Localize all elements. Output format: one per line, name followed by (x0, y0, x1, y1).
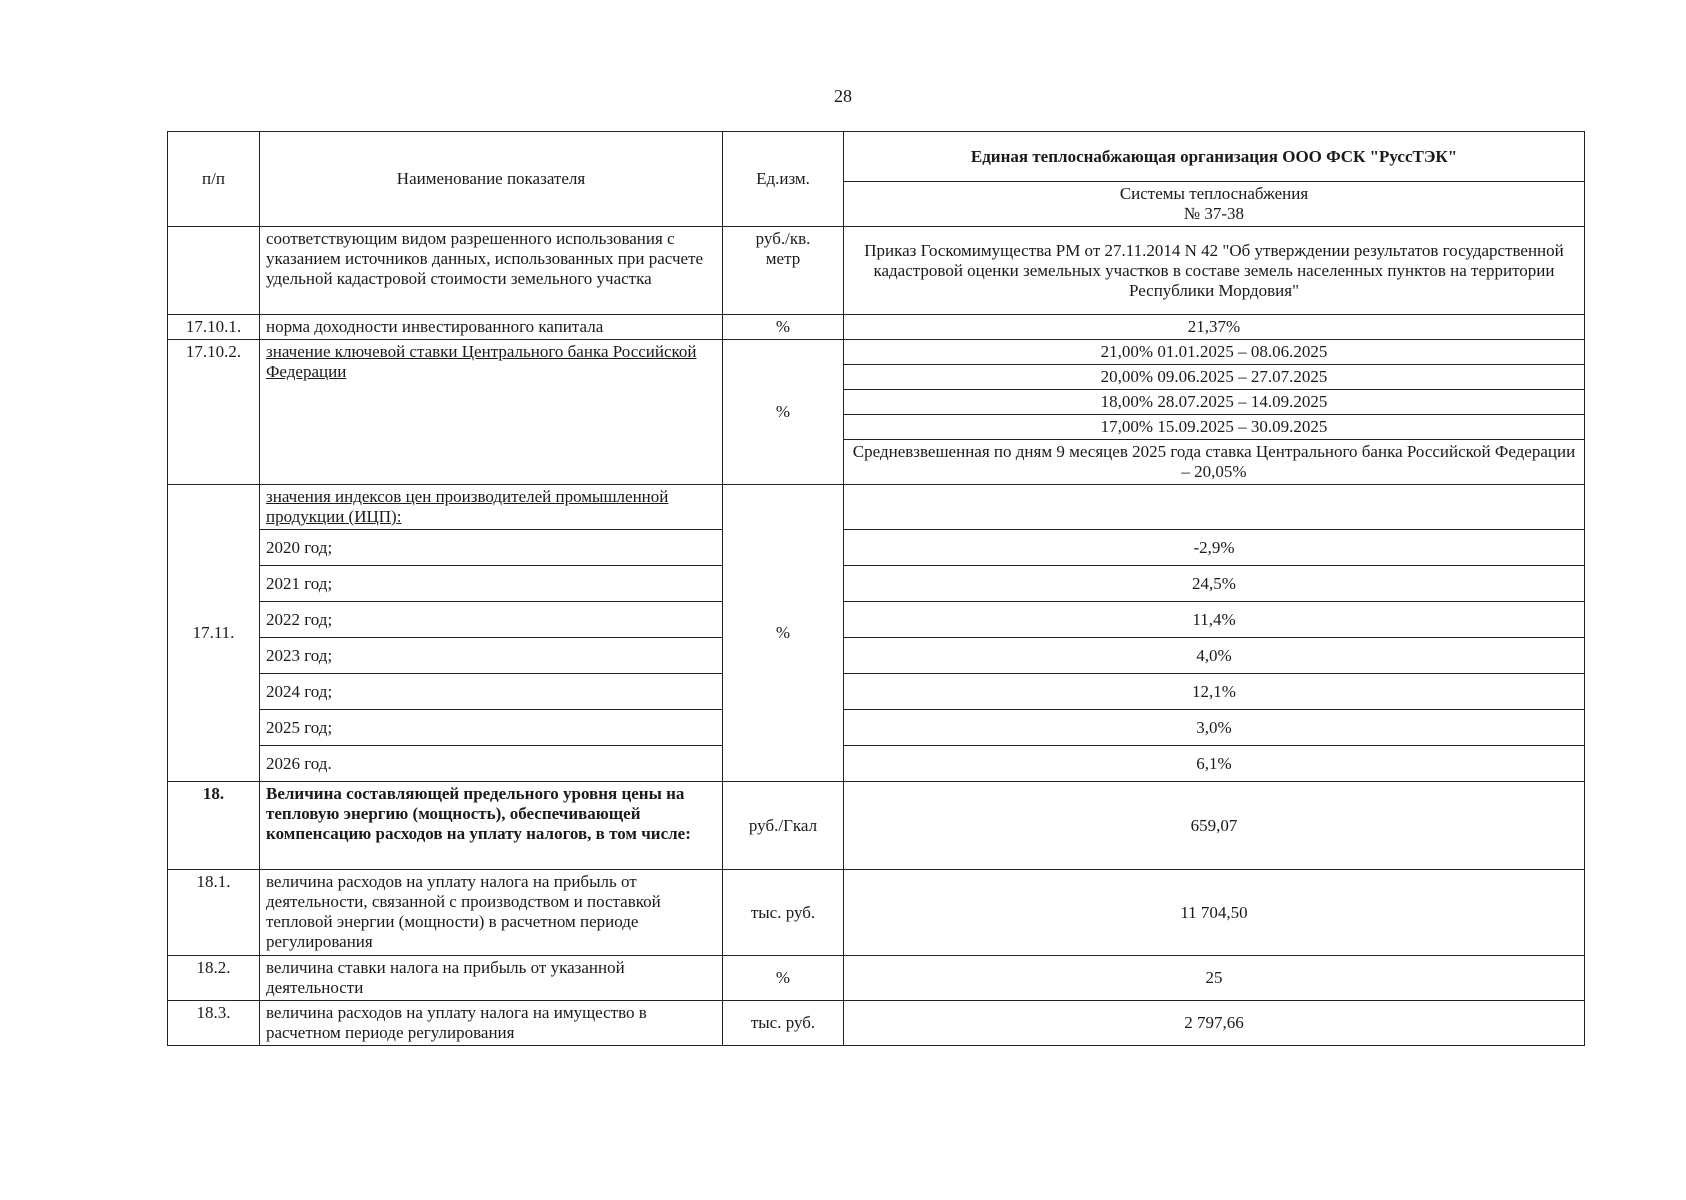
year-label: 2024 год; (260, 674, 723, 710)
table-row (168, 782, 1585, 870)
key-rate-period: 18,00% 28.07.2025 – 14.09.2025 (844, 390, 1585, 415)
row-unit: тыс. руб. (723, 1001, 844, 1046)
key-rate-period: 17,00% 15.09.2025 – 30.09.2025 (844, 415, 1585, 440)
row-unit: % (723, 956, 844, 1001)
year-value: 6,1% (844, 746, 1585, 782)
row-unit: % (723, 340, 844, 485)
unit-line: руб./кв. (755, 229, 811, 248)
key-rate-summary: Средневзвешенная по дням 9 месяцев 2025 года ставка Центрального банка Российской Федерации – 20,05% (844, 440, 1585, 485)
row-unit: % (723, 485, 844, 782)
year-value: 24,5% (844, 566, 1585, 602)
page-number: 28 (834, 86, 852, 106)
table-row (168, 485, 1585, 530)
table-row (168, 746, 1585, 782)
tariff-table (167, 131, 1585, 1046)
table-row (168, 638, 1585, 674)
table-row (168, 602, 1585, 638)
row-unit: тыс. руб. (723, 870, 844, 956)
table-row (168, 340, 1585, 365)
row-unit: % (723, 315, 844, 340)
table-row (168, 956, 1585, 1001)
table-row (168, 1001, 1585, 1046)
row-name: Величина составляющей предельного уровня цены на тепловую энергию (мощность), обеспечивающей компенсацию расходов на уплату налогов, в том числе: (260, 782, 723, 870)
org-title: Единая теплоснабжающая организация ООО ФСК "РуссТЭК" (844, 132, 1585, 182)
table-row (168, 566, 1585, 602)
table-row (168, 315, 1585, 340)
row-name: величина расходов на уплату налога на имущество в расчетном периоде регулирования (260, 1001, 723, 1046)
year-label: 2020 год; (260, 530, 723, 566)
year-label: 2025 год; (260, 710, 723, 746)
year-value: -2,9% (844, 530, 1585, 566)
row-num: 17.10.2. (168, 340, 260, 485)
row-name: величина ставки налога на прибыль от указанной деятельности (260, 956, 723, 1001)
unit-line: метр (765, 249, 801, 268)
table-row (168, 530, 1585, 566)
systems-number: № 37-38 (1183, 204, 1245, 223)
systems-label: Системы теплоснабжения (1119, 184, 1309, 203)
row-num: 18.3. (168, 1001, 260, 1046)
row-name: величина расходов на уплату налога на прибыль от деятельности, связанной с производством и поставкой тепловой энергии (мощности) в расчетном периоде регулирования (260, 870, 723, 956)
table-row (168, 674, 1585, 710)
key-rate-period: 20,00% 09.06.2025 – 27.07.2025 (844, 365, 1585, 390)
year-label: 2023 год; (260, 638, 723, 674)
row-value: 11 704,50 (844, 870, 1585, 956)
row-name: значения индексов цен производителей промышленной продукции (ИЦП): (260, 485, 723, 530)
row-value: 21,37% (844, 315, 1585, 340)
row-num: 17.11. (168, 485, 260, 782)
table-row (168, 227, 1585, 315)
systems-header (844, 182, 1585, 227)
year-value: 3,0% (844, 710, 1585, 746)
row-value: 659,07 (844, 782, 1585, 870)
row-value: Приказ Госкомимущества РМ от 27.11.2014 N 42 "Об утверждении результатов государственной кадастровой оценки земельных участков в составе земель населенных пунктов на территории Республики Мордовия" (844, 227, 1585, 315)
row-unit: руб./Гкал (723, 782, 844, 870)
year-label: 2022 год; (260, 602, 723, 638)
key-rate-period: 21,00% 01.01.2025 – 08.06.2025 (844, 340, 1585, 365)
row-value: 25 (844, 956, 1585, 1001)
row-name: соответствующим видом разрешенного использования с указанием источников данных, использованных при расчете удельной кадастровой стоимости земельного участка (260, 227, 723, 315)
row-num: 18. (168, 782, 260, 870)
col-name-header: Наименование показателя (260, 132, 723, 227)
row-name: норма доходности инвестированного капитала (260, 315, 723, 340)
year-value: 12,1% (844, 674, 1585, 710)
row-value (844, 485, 1585, 530)
year-label: 2026 год. (260, 746, 723, 782)
row-num: 17.10.1. (168, 315, 260, 340)
row-num: 18.2. (168, 956, 260, 1001)
year-value: 11,4% (844, 602, 1585, 638)
year-label: 2021 год; (260, 566, 723, 602)
col-unit-header: Ед.изм. (723, 132, 844, 227)
row-num (168, 227, 260, 315)
row-name: значение ключевой ставки Центрального банка Российской Федерации (260, 340, 723, 485)
row-unit (723, 227, 844, 315)
table-row (168, 870, 1585, 956)
header-row (168, 132, 1585, 182)
table-row (168, 710, 1585, 746)
row-num: 18.1. (168, 870, 260, 956)
row-value: 2 797,66 (844, 1001, 1585, 1046)
col-num-header: п/п (168, 132, 260, 227)
year-value: 4,0% (844, 638, 1585, 674)
